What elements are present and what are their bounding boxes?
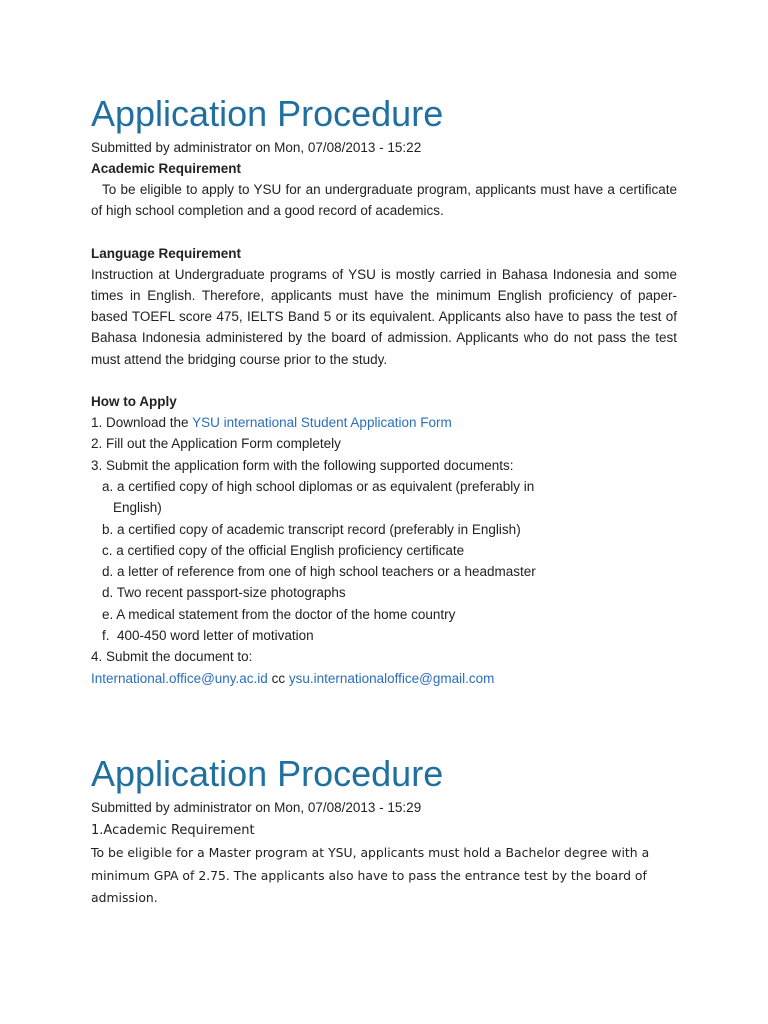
document-item: b. a certified copy of academic transcript record (preferably in English) <box>102 521 521 537</box>
application-form-link[interactable]: YSU international Student Application Form <box>192 415 452 431</box>
academic-requirement-text <box>91 179 677 222</box>
language-requirement-text: Instruction at Undergraduate programs of YSU is mostly carried in Bahasa Indonesia and some times in English. Therefore, applicants must have the minimum English proficiency of paper-based TOEFL score 475, IELTS Band 5 or its equivalent. Applicants also have to pass the test of Bahasa Indonesia administered by the board of admission. Applicants who do not pass the test must attend the bridging course prior to the study. <box>91 266 677 367</box>
document-item: d. Two recent passport-size photographs <box>102 585 346 601</box>
gmail-email-link[interactable]: ysu.internationaloffice@gmail.com <box>288 670 495 686</box>
academic-requirement-heading: Academic Requirement <box>91 161 242 176</box>
document-item: e. A medical statement from the doctor of the home country <box>102 606 456 622</box>
page-title-2: Application Procedure <box>91 753 444 794</box>
submitted-meta-2: Submitted by administrator on Mon, 07/08/2013 - 15:29 <box>91 800 422 815</box>
application-procedure-section-1 <box>91 92 677 689</box>
documents-list <box>91 476 562 646</box>
email-line <box>91 668 677 689</box>
step-1 <box>91 412 677 433</box>
document-item: c. a certified copy of the official English proficiency certificate <box>102 542 465 558</box>
apply-steps-list <box>91 412 677 476</box>
apply-steps-list-continued <box>91 646 677 689</box>
cc-label: cc <box>267 670 289 686</box>
how-to-apply-heading: How to Apply <box>91 394 177 410</box>
international-office-email-link[interactable]: International.office@uny.ac.id <box>91 670 268 686</box>
document-item: a. a certified copy of high school diplomas or as equivalent (preferably in English) <box>102 478 535 516</box>
language-requirement-heading: Language Requirement <box>91 245 242 261</box>
step-1-text: 1. Download the <box>91 415 193 431</box>
submitted-meta: Submitted by administrator on Mon, 07/08/2013 - 15:22 <box>91 140 422 155</box>
step-2: 2. Fill out the Application Form completely <box>91 436 341 452</box>
step-3: 3. Submit the application form with the following supported documents: <box>91 457 514 473</box>
academic-requirement-body: To be eligible to apply to YSU for an undergraduate program, applicants must have a certificate of high school completion and a good record of academics. <box>91 182 677 219</box>
step-4: 4. Submit the document to: <box>91 649 253 665</box>
application-procedure-section-2 <box>91 752 677 910</box>
document-item: f. 400-450 word letter of motivation <box>102 628 314 644</box>
document-item: d. a letter of reference from one of high school teachers or a headmaster <box>102 564 536 580</box>
master-academic-requirement-text: To be eligible for a Master program at YSU, applicants must hold a Bachelor degree with a minimum GPA of 2.75. The applicants also have to pass the entrance test by the board of admission. <box>91 845 650 905</box>
master-academic-requirement-heading: 1.Academic Requirement <box>91 823 255 838</box>
page-title: Application Procedure <box>91 93 444 134</box>
